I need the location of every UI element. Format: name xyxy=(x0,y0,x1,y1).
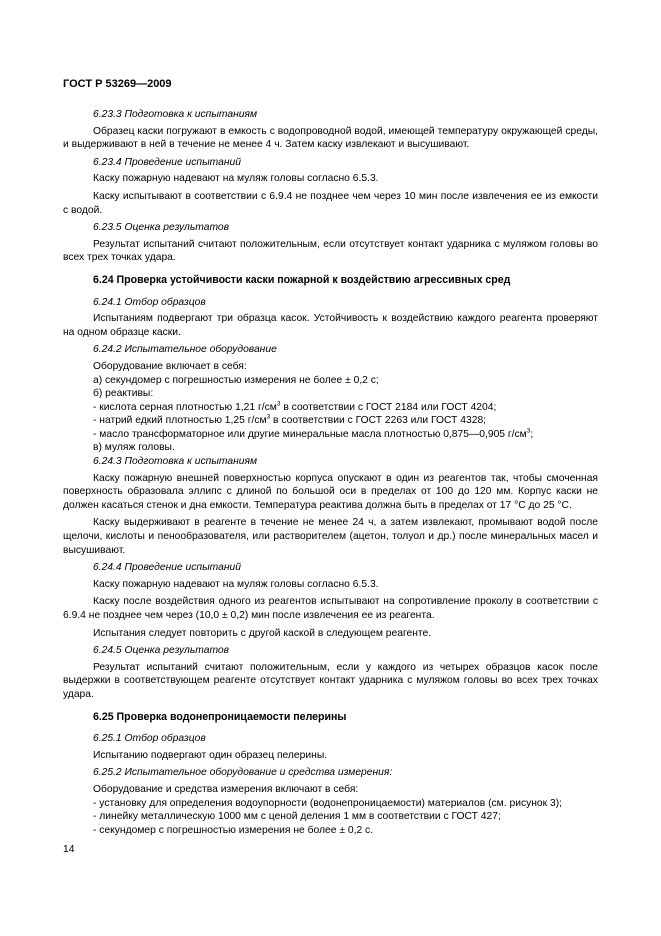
section-heading: 6.25 Проверка водонепроницаемости пелерины xyxy=(93,710,347,723)
paragraph: Каску после воздействия одного из реагентов испытывают на сопротивление проколу в соответствии с 6.9.4 не позднее чем через (10,0 ± 0,2) мин после извлечения ее из реагента. xyxy=(63,596,598,621)
list-line: Оборудование и средства измерения включают в себя: xyxy=(93,783,359,795)
list-line: - секундомер с погрешностью измерения не более ± 0,2 с. xyxy=(93,824,374,836)
document-header: ГОСТ Р 53269—2009 xyxy=(63,78,172,90)
list-line: - масло трансформаторное или другие минеральные масла плотностью 0,875—0,905 $г/см^3$; xyxy=(93,427,534,440)
subsection-heading: 6.24.5 Оценка результатов xyxy=(93,645,230,657)
list-line: - натрий едкий плотностью 1,25 $г/см^3$ в соответствии с ГОСТ 2263 или ГОСТ 4328; xyxy=(93,413,487,427)
paragraph: Образец каски погружают в емкость с водопроводной водой, имеющей температуру окружающей среды, и выдерживают в ней в течение не менее 4 ч. Затем каску извлекают и высушивают. xyxy=(63,125,598,151)
list-line: - кислота серная плотностью 1,21 $г/см^3$ в соответствии с ГОСТ 2184 или ГОСТ 4204; xyxy=(93,400,497,413)
section-heading: 6.24 Проверка устойчивости каски пожарной к воздействию агрессивных сред xyxy=(93,273,511,286)
subsection-heading: 6.24.4 Проведение испытаний xyxy=(93,562,241,574)
page-number: 14 xyxy=(63,844,75,855)
subsection-heading: 6.25.2 Испытательное оборудование и средства измерения: xyxy=(93,767,393,779)
paragraph: Каску выдерживают в реагенте в течение не менее 24 ч, а затем извлекают, промывают водой после щелочи, кислоты и пенообразователя, или растворителем (ацетон, толуол и др.) после минеральных масел и высушивают. xyxy=(63,517,598,556)
paragraph: Результат испытаний считают положительным, если у каждого из четырех образцов касок после выдержки в соответствующем реагенте отсутствует контакт ударника с муляжом головы во всех трех точках удара. xyxy=(63,661,598,700)
paragraph: Каску испытывают в соответствии с 6.9.4 не позднее чем через 10 мин после извлечения ее из емкости с водой. xyxy=(63,190,598,216)
subsection-heading: 6.23.3 Подготовка к испытаниям xyxy=(93,109,258,120)
subsection-heading: 6.23.5 Оценка результатов xyxy=(93,222,230,234)
list-line: Оборудование включает в себя: xyxy=(93,360,247,372)
list-line: - установку для определения водоупорности (водонепроницаемости) материалов (см. рисунок 3); xyxy=(93,797,563,809)
subsection-heading: 6.24.1 Отбор образцов xyxy=(93,296,206,308)
paragraph: Испытанию подвергают один образец пелерины. xyxy=(93,749,328,761)
subsection-heading: 6.23.4 Проведение испытаний xyxy=(93,156,241,168)
paragraph: Испытания следует повторить с другой каской в следующем реагенте. xyxy=(93,627,432,639)
paragraph: Каску пожарную внешней поверхностью корпуса опускают в один из реагентов так, чтобы смоченная поверхность образовала эллипс с длиной по большой оси в пределах от 100 до 120 мм. Корпус каски не должен касаться стенок и дна емкости. Температура реактива должна быть в пределах от 17 °С до 25 °С. xyxy=(63,472,598,511)
list-line: б) реактивы: xyxy=(93,388,154,400)
subsection-heading: 6.24.2 Испытательное оборудование xyxy=(93,344,277,356)
paragraph: Результат испытаний считают положительным, если отсутствует контакт ударника с муляжом головы во всех трех точках удара. xyxy=(63,238,598,264)
paragraph: Каску пожарную надевают на муляж головы согласно 6.5.3. xyxy=(93,578,379,590)
list-line: а) секундомер с погрешностью измерения не более ± 0,2 с; xyxy=(93,374,379,386)
paragraph: Испытаниям подвергают три образца касок. Устойчивость к воздействию каждого реагента проверяют на одном образце каски. xyxy=(63,313,598,338)
list-line: - линейку металлическую 1000 мм с ценой деления 1 мм в соответствии с ГОСТ 427; xyxy=(93,811,501,823)
list-line: в) муляж головы. xyxy=(93,442,175,454)
subsection-heading: 6.24.3 Подготовка к испытаниям xyxy=(93,456,258,468)
document-body xyxy=(63,108,598,837)
subsection-heading: 6.25.1 Отбор образцов xyxy=(93,733,206,745)
paragraph: Каску пожарную надевают на муляж головы согласно 6.5.3. xyxy=(93,173,379,185)
